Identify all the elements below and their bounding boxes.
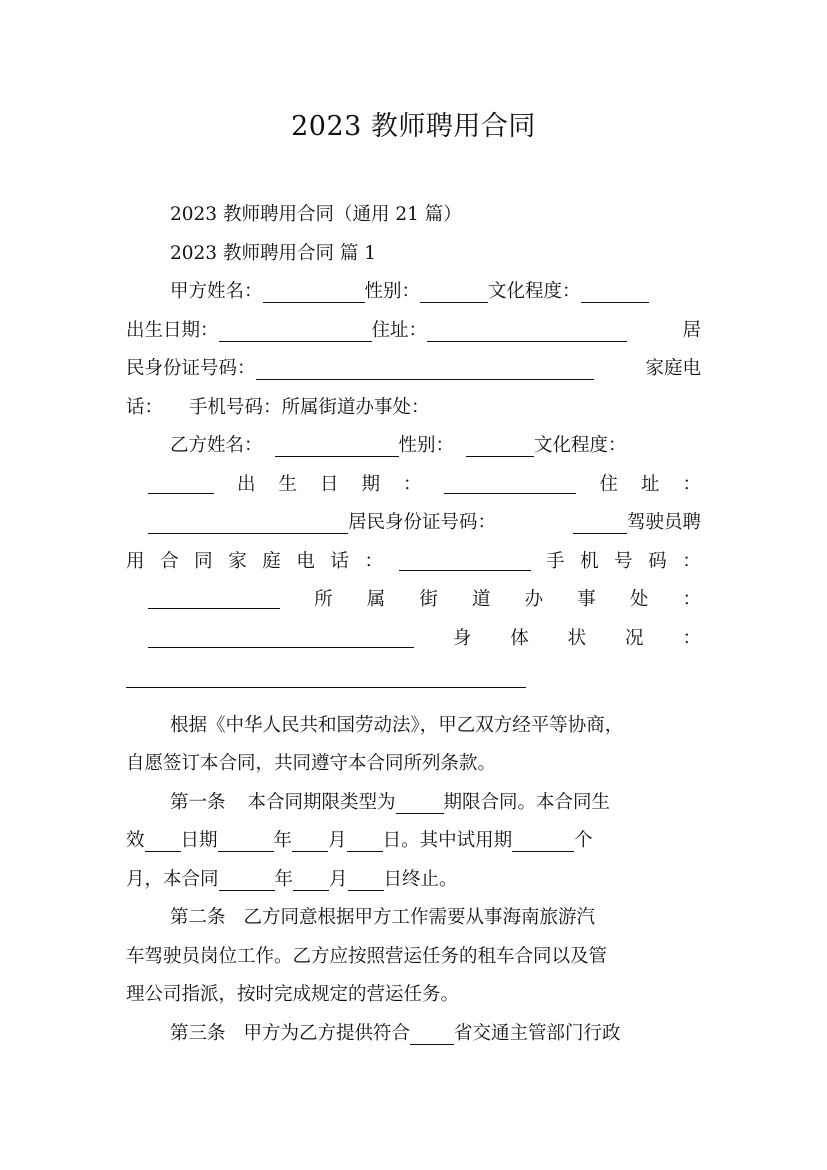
clause-1-text: 日。其中试用期 [382,830,513,851]
intro-line-1: 根据《中华人民共和国劳动法》，甲乙双方经平等协商， [170,714,624,736]
subtitle: 2023 教师聘用合同（通用 21 篇） [170,204,462,225]
party-b-health-char: 体 [510,627,529,649]
clause-3-line-1 [126,1015,701,1054]
party-b-id-blank[interactable] [573,506,627,534]
effective-blank[interactable] [145,824,181,852]
party-b-address-char: 住 [599,473,618,495]
clause-1-line-3 [126,861,701,900]
party-b-birth-char: 期 [361,473,380,495]
party-b-phone-blank[interactable] [399,543,531,571]
party-b-mobile-char: 手 [546,550,565,572]
clause-1-text: 月，本合同 [126,868,219,890]
start-day-blank[interactable] [347,824,383,852]
party-b-street-char: 事 [577,589,596,610]
party-b-mobile-char: 机 [580,550,599,572]
party-b-birth-char: 出 [236,473,256,495]
party-b-street-char: 处 [629,589,649,610]
party-b-health-char: 况 [625,627,644,649]
party-a-address-blank[interactable] [427,314,627,342]
party-b-line-1 [126,427,701,466]
party-b-contract-char: 庭 [262,550,281,572]
clause-3-text: 甲方为乙方提供符合 [243,1022,411,1044]
party-b-education-blank[interactable] [148,466,214,494]
document-body [126,196,701,1053]
party-b-contract-char: ： [364,550,383,572]
party-b-gender-label: 性别： [398,435,455,456]
month-label: 月 [328,830,347,851]
clause-3-label: 第三条 [170,1022,226,1044]
party-a-education-label: 文化程度： [488,281,581,302]
clause-3-text: 省交通主管部门行政 [454,1022,621,1044]
party-b-id-label: 居民身份证号码： [348,512,497,533]
party-b-driver-label: 驾驶员聘 [626,512,701,533]
party-b-contract-char: 用 [126,550,145,572]
clause-1-label: 第一条 [170,791,226,813]
document-title: 2023 教师聘用合同 [291,111,536,142]
party-b-line-3 [126,504,701,543]
party-b-gender-blank[interactable] [466,429,534,457]
contract-type-blank[interactable] [396,786,444,814]
party-b-mobile-blank[interactable] [148,581,280,609]
party-b-street-blank[interactable] [148,620,414,648]
clause-1-text: 效 [126,830,145,851]
party-b-contract-char: 电 [296,550,315,572]
party-a-line-1 [126,273,701,312]
party-a-phone-label-prefix: 家庭电 [645,358,701,379]
clause-1-text: 期限合同。本合同生 [443,791,611,813]
party-a-mobile-street-label: 手机号码：所属街道办事处： [189,396,430,418]
party-b-street-char: 所 [314,589,333,610]
party-b-street-char: 道 [471,589,491,610]
end-month-blank[interactable] [293,863,329,891]
party-b-mobile-char: 号 [614,550,633,572]
clause-1-text: 个 [574,830,593,851]
party-a-gender-label: 性别： [364,281,421,302]
party-b-education-label: 文化程度： [534,435,627,456]
party-b-name-blank[interactable] [275,429,399,457]
year-label: 年 [273,830,293,851]
party-a-gender-blank[interactable] [420,275,488,303]
clause-2-line-1 [126,899,701,938]
party-b-contract-char: 话 [330,550,349,572]
end-day-blank[interactable] [348,863,384,891]
month-label: 月 [329,868,348,890]
trial-period-blank[interactable] [512,824,574,852]
party-a-line-3 [126,350,701,389]
party-b-name-label: 乙方姓名： [170,435,263,456]
party-b-contract-char: 合 [160,550,179,572]
clause-2-label: 第二条 [170,907,226,928]
party-b-line-4 [126,543,701,582]
party-b-street-char: 属 [366,589,386,610]
party-b-address-blank[interactable] [148,506,348,534]
party-b-birth-char: 生 [278,473,297,495]
party-b-mobile-char: ： [682,550,701,572]
party-b-health-char: ： [682,627,701,649]
party-a-birth-label: 出生日期： [126,319,219,341]
start-year-blank[interactable] [218,824,274,852]
party-a-id-label: 民身份证号码： [126,358,256,379]
party-a-line-4 [126,389,701,428]
party-b-birth-char: 日 [319,473,339,495]
intro-line-2: 自愿签订本合同，共同遵守本合同所列条款。 [126,753,497,774]
clause-2-text: 乙方同意根据甲方工作需要从事海南旅游汽 [243,907,596,928]
party-b-birth-char: ： [402,473,422,495]
clause-1-text: 本合同期限类型为 [247,791,396,813]
party-b-health-char: 状 [567,627,587,649]
clause-1-line-2 [126,822,701,861]
party-b-line-5 [126,581,701,620]
party-b-contract-char: 家 [228,550,247,572]
party-a-education-blank[interactable] [581,275,649,303]
party-a-birth-blank[interactable] [219,314,372,342]
party-a-name-blank[interactable] [263,275,365,303]
section-heading: 2023 教师聘用合同 篇 1 [170,242,376,264]
party-b-birth-blank[interactable] [444,466,576,494]
party-b-health-blank[interactable] [126,660,526,688]
clause-2-line-2: 车驾驶员岗位工作。乙方应按照营运任务的租车合同以及管 [126,945,608,967]
party-b-line-7 [126,658,701,697]
party-b-line-6 [126,620,701,659]
party-a-name-label: 甲方姓名： [170,281,263,302]
party-a-line-2 [126,312,701,351]
party-a-id-label-prefix: 居 [682,319,701,341]
party-b-contract-char: 同 [194,550,213,572]
clause-1-text: 日期 [180,830,218,851]
clause-1-line-1 [126,784,701,823]
party-a-id-blank[interactable] [256,352,594,380]
year-label: 年 [274,868,294,890]
party-b-street-char: ： [682,589,701,610]
party-b-health-char: 身 [452,627,472,649]
start-month-blank[interactable] [292,824,328,852]
party-a-address-label: 住址： [371,319,428,341]
party-b-mobile-char: 码 [648,550,667,572]
end-year-blank[interactable] [219,863,275,891]
party-a-phone-label-suffix: 话： [126,396,164,418]
party-b-address-char: ： [682,473,701,495]
clause-1-text: 日终止。 [383,868,458,890]
clause-2-line-3: 理公司指派，按时完成规定的营运任务。 [126,984,460,1005]
party-b-street-char: 办 [524,589,544,610]
province-blank[interactable] [410,1017,454,1045]
party-b-line-2 [126,466,701,505]
party-b-address-char: 址 [640,473,660,495]
party-b-street-char: 街 [419,589,438,610]
